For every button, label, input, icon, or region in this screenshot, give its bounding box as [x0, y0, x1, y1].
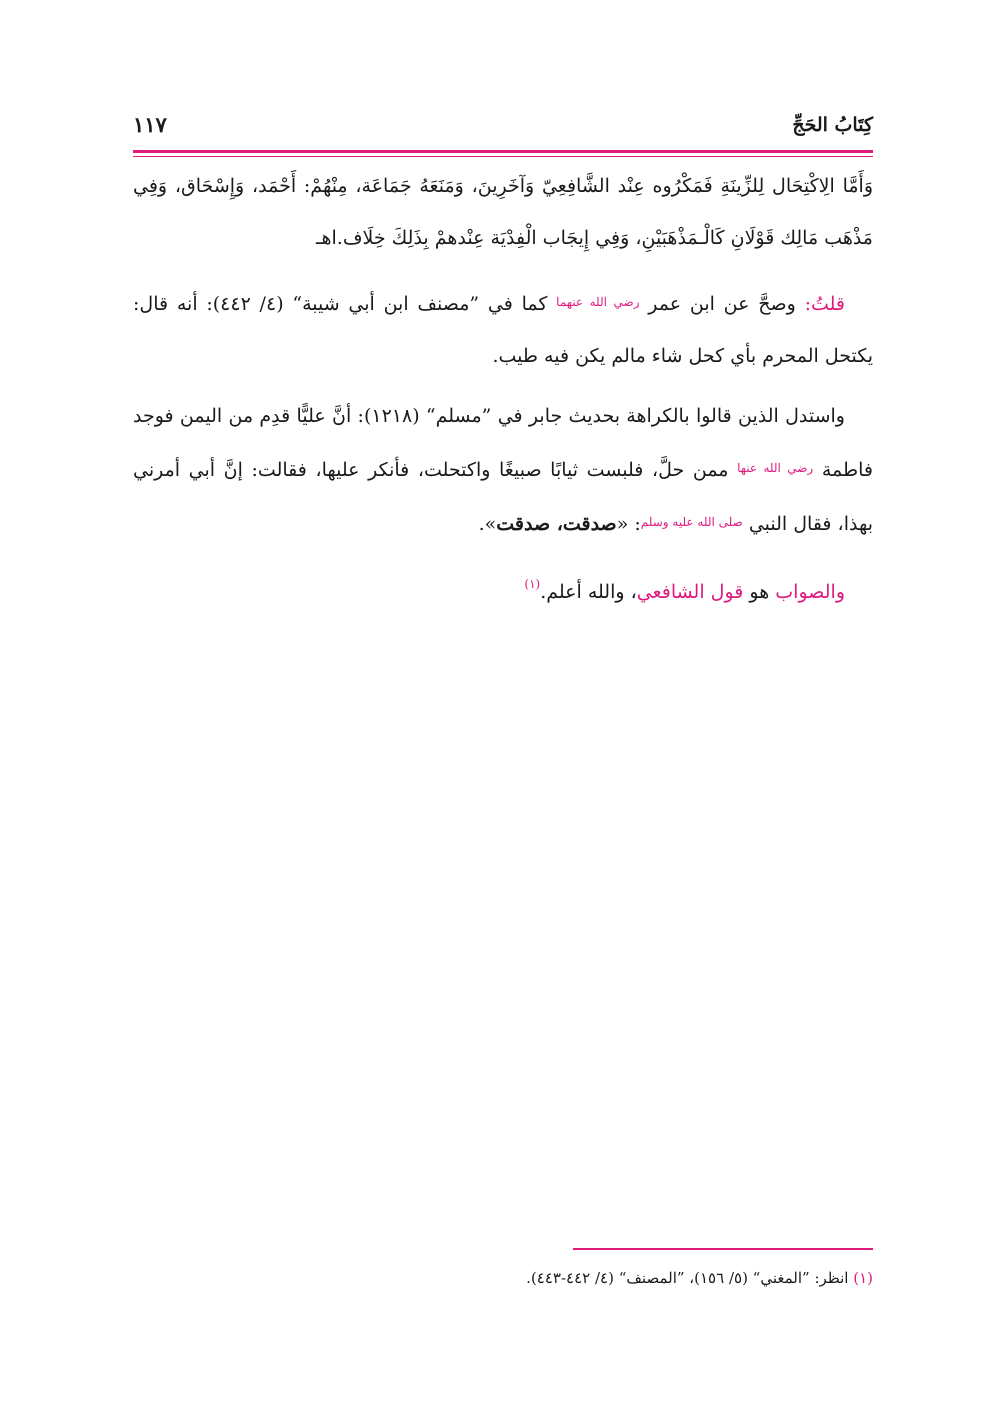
paragraph-istidlal-text-4: ». — [478, 513, 497, 535]
footnote — [133, 1262, 873, 1294]
paragraph-quote-nawawi: وَأَمَّا الِاكْتِحَال لِلزِّينَةِ فَمَكْرُوه عِنْد الشَّافِعِيّ وَآخَرِينَ، وَمَنَعَهُ جَمَاعَة، مِنْهُمْ: أَحْمَد، وَإِسْحَاق، وَفِي مَذْهَب مَالِك قَوْلَانِ كَالْـمَذْهَبَيْنِ، وَفِي إِيجَاب الْفِدْيَة عِنْدهمْ بِذَلِكَ خِلَاف.اهـ — [133, 175, 873, 249]
hadith-quote: صدقت، صدقت — [496, 513, 617, 535]
paragraph-qultu — [133, 276, 873, 382]
paragraph-qultu-text-2: كما في ”مصنف ابن أبي شيبة“ (٤/ ٤٤٢): أنه قال: يكتحل المحرم بأي كحل شاء مالم يكن فيه طيب. — [133, 293, 873, 367]
conclusion-highlight: قول الشافعي — [636, 581, 744, 603]
paragraph-istidlal-text-3: : « — [616, 513, 641, 535]
paragraph-qultu-text-1: وصحَّ عن ابن عمر — [639, 293, 805, 315]
conclusion-lead: والصواب — [775, 581, 845, 603]
header-rule-thin — [133, 156, 873, 157]
header-rule-thick — [133, 150, 873, 153]
page-header — [133, 110, 873, 146]
page-number: ١١٧ — [133, 112, 167, 137]
paragraph-istidlal-text-2: ممن حلَّ، فلبست ثيابًا صبيغًا واكتحلت، فأنكر عليها، فقالت: إنَّ أبي أمرني بهذا، فقال النبي — [133, 459, 873, 535]
paragraph-istidlal — [133, 390, 873, 550]
footnote-rule — [573, 1248, 873, 1250]
honorific-salallahu: صلى الله عليه وسلم — [640, 515, 743, 529]
footnote-number: (١) — [853, 1269, 873, 1287]
honorific-radiallahu: رضي الله عنهما — [556, 295, 640, 309]
paragraph-istidlal-text-1: واستدل الذين قالوا بالكراهة بحديث جابر في ”مسلم“ (١٢١٨): أنَّ عليًّا قدِم من اليمن فوجد فاطمة — [133, 405, 873, 481]
footnote-text: انظر: ”المغني“ (٥/ ١٥٦)، ”المصنف“ (٤/ ٤٤٢-٤٤٣). — [526, 1269, 854, 1287]
qultu-label: قلتُ: — [804, 293, 846, 315]
book-title: كِتَابُ الحَجِّ — [792, 114, 873, 136]
conclusion-text-2: ، والله أعلم. — [540, 581, 637, 603]
conclusion-text-1: هو — [743, 581, 776, 603]
paragraph-conclusion — [133, 558, 873, 618]
honorific-radiallahu-anha: رضي الله عنها — [737, 461, 814, 475]
main-text — [133, 160, 873, 618]
footnote-reference[interactable]: (١) — [524, 577, 541, 591]
